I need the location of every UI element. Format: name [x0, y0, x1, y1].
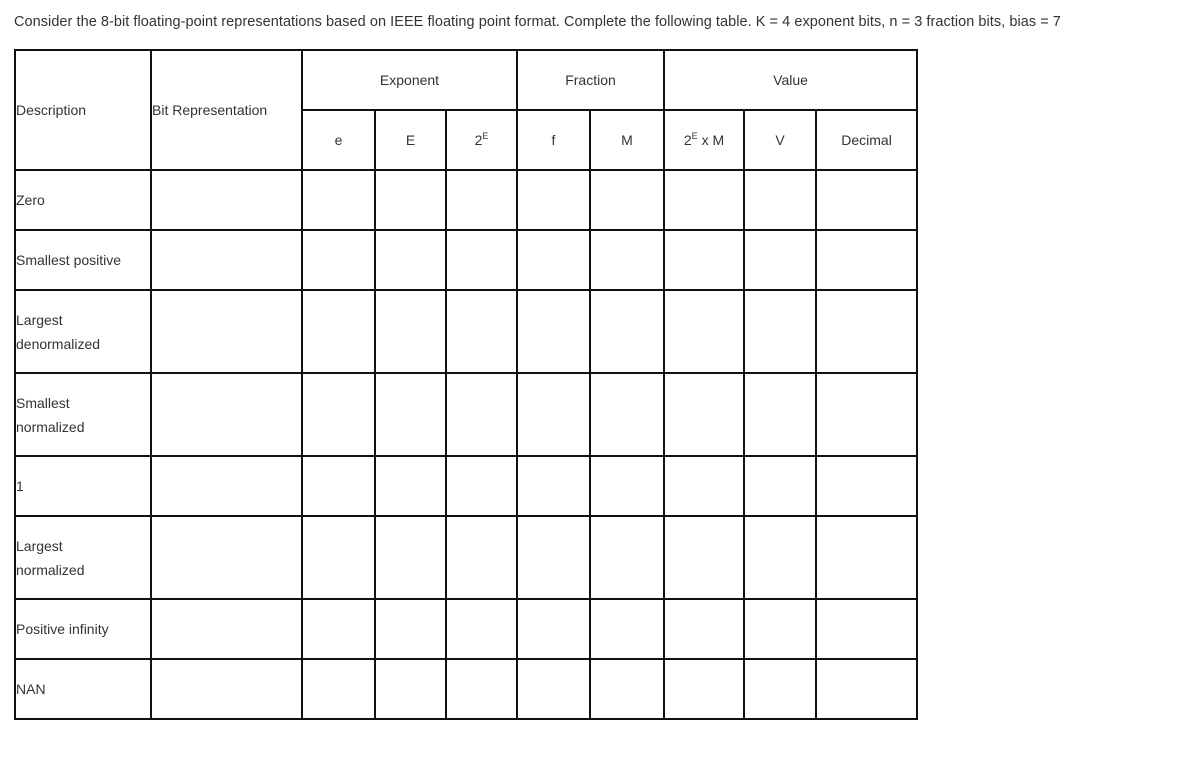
cell-2-pow-E	[446, 456, 517, 516]
cell-E	[375, 373, 446, 456]
header-row-group	[15, 50, 917, 110]
cell-decimal	[816, 456, 917, 516]
header-M: M	[590, 110, 664, 170]
row-label-line1: Smallest positive	[16, 252, 122, 268]
cell-2-pow-E-times-M	[664, 373, 744, 456]
cell-E	[375, 659, 446, 719]
cell-M	[590, 290, 664, 373]
cell-V	[744, 373, 816, 456]
header-2EM-base: 2	[683, 132, 692, 148]
row-label-line1: 1	[16, 478, 24, 494]
header-2-pow-E	[446, 110, 517, 170]
cell-2-pow-E	[446, 659, 517, 719]
cell-decimal	[816, 659, 917, 719]
cell-M	[590, 456, 664, 516]
header-2EM-sup: E	[691, 131, 698, 141]
cell-f	[517, 456, 590, 516]
cell-M	[590, 599, 664, 659]
cell-E	[375, 170, 446, 230]
cell-f	[517, 599, 590, 659]
cell-bit-representation	[151, 373, 302, 456]
cell-2-pow-E	[446, 290, 517, 373]
cell-e	[302, 290, 375, 373]
header-E: E	[375, 110, 446, 170]
header-2-pow-E-times-M	[664, 110, 744, 170]
row-description	[15, 290, 151, 373]
header-value: Value	[664, 50, 917, 110]
table-row	[15, 170, 917, 230]
header-fraction: Fraction	[517, 50, 664, 110]
cell-M	[590, 170, 664, 230]
header-bit-representation: Bit Representation	[151, 50, 302, 170]
row-description	[15, 659, 151, 719]
cell-2-pow-E-times-M	[664, 170, 744, 230]
cell-2-pow-E	[446, 170, 517, 230]
cell-e	[302, 170, 375, 230]
cell-M	[590, 230, 664, 290]
cell-M	[590, 373, 664, 456]
header-description: Description	[15, 50, 151, 170]
cell-decimal	[816, 516, 917, 599]
header-e: e	[302, 110, 375, 170]
table-row	[15, 599, 917, 659]
cell-e	[302, 373, 375, 456]
row-label-line2: normalized	[16, 418, 85, 435]
cell-decimal	[816, 599, 917, 659]
row-label-line1: NAN	[16, 681, 46, 697]
cell-2-pow-E	[446, 373, 517, 456]
cell-V	[744, 290, 816, 373]
row-description	[15, 373, 151, 456]
cell-E	[375, 599, 446, 659]
row-label-line1: Largest	[16, 537, 63, 554]
cell-M	[590, 659, 664, 719]
row-label-line2: normalized	[16, 561, 85, 578]
cell-E	[375, 456, 446, 516]
cell-2-pow-E-times-M	[664, 456, 744, 516]
cell-decimal	[816, 373, 917, 456]
cell-e	[302, 456, 375, 516]
cell-f	[517, 659, 590, 719]
cell-f	[517, 290, 590, 373]
header-2EM-rest: x M	[697, 132, 725, 148]
cell-E	[375, 230, 446, 290]
header-exponent: Exponent	[302, 50, 517, 110]
cell-bit-representation	[151, 599, 302, 659]
table-row	[15, 373, 917, 456]
cell-V	[744, 456, 816, 516]
cell-E	[375, 290, 446, 373]
cell-2-pow-E-times-M	[664, 516, 744, 599]
row-description	[15, 599, 151, 659]
cell-2-pow-E	[446, 516, 517, 599]
cell-2-pow-E-times-M	[664, 290, 744, 373]
cell-bit-representation	[151, 456, 302, 516]
header-decimal: Decimal	[816, 110, 917, 170]
cell-bit-representation	[151, 230, 302, 290]
table-row	[15, 659, 917, 719]
header-2-pow-E-base: 2	[474, 132, 483, 148]
cell-M	[590, 516, 664, 599]
table-row	[15, 456, 917, 516]
cell-f	[517, 373, 590, 456]
cell-bit-representation	[151, 290, 302, 373]
cell-V	[744, 170, 816, 230]
cell-2-pow-E-times-M	[664, 659, 744, 719]
row-description	[15, 170, 151, 230]
cell-decimal	[816, 170, 917, 230]
cell-2-pow-E	[446, 599, 517, 659]
row-description	[15, 456, 151, 516]
row-label-line1: Largest	[16, 311, 63, 328]
cell-V	[744, 516, 816, 599]
fp-table	[14, 49, 918, 720]
row-label-line1: Smallest	[16, 394, 70, 411]
table-row	[15, 516, 917, 599]
cell-decimal	[816, 290, 917, 373]
table-row	[15, 230, 917, 290]
cell-f	[517, 516, 590, 599]
cell-V	[744, 659, 816, 719]
cell-bit-representation	[151, 659, 302, 719]
cell-e	[302, 599, 375, 659]
cell-f	[517, 230, 590, 290]
row-description	[15, 516, 151, 599]
cell-2-pow-E-times-M	[664, 599, 744, 659]
row-label-line1: Positive infinity	[16, 621, 109, 637]
cell-V	[744, 599, 816, 659]
row-label-line2: denormalized	[16, 335, 101, 352]
cell-e	[302, 659, 375, 719]
cell-2-pow-E	[446, 230, 517, 290]
cell-e	[302, 516, 375, 599]
cell-decimal	[816, 230, 917, 290]
cell-bit-representation	[151, 516, 302, 599]
header-V: V	[744, 110, 816, 170]
header-f: f	[517, 110, 590, 170]
cell-E	[375, 516, 446, 599]
cell-e	[302, 230, 375, 290]
question-prompt: Consider the 8-bit floating-point representations based on IEEE floating point format. Complete the following table. K = 4 exponent bits, n = 3 fraction bits, bias = 7	[14, 14, 1061, 30]
row-description	[15, 230, 151, 290]
header-2-pow-E-sup: E	[482, 131, 489, 141]
cell-f	[517, 170, 590, 230]
cell-2-pow-E-times-M	[664, 230, 744, 290]
cell-bit-representation	[151, 170, 302, 230]
row-label-line1: Zero	[16, 192, 45, 208]
table-row	[15, 290, 917, 373]
cell-V	[744, 230, 816, 290]
